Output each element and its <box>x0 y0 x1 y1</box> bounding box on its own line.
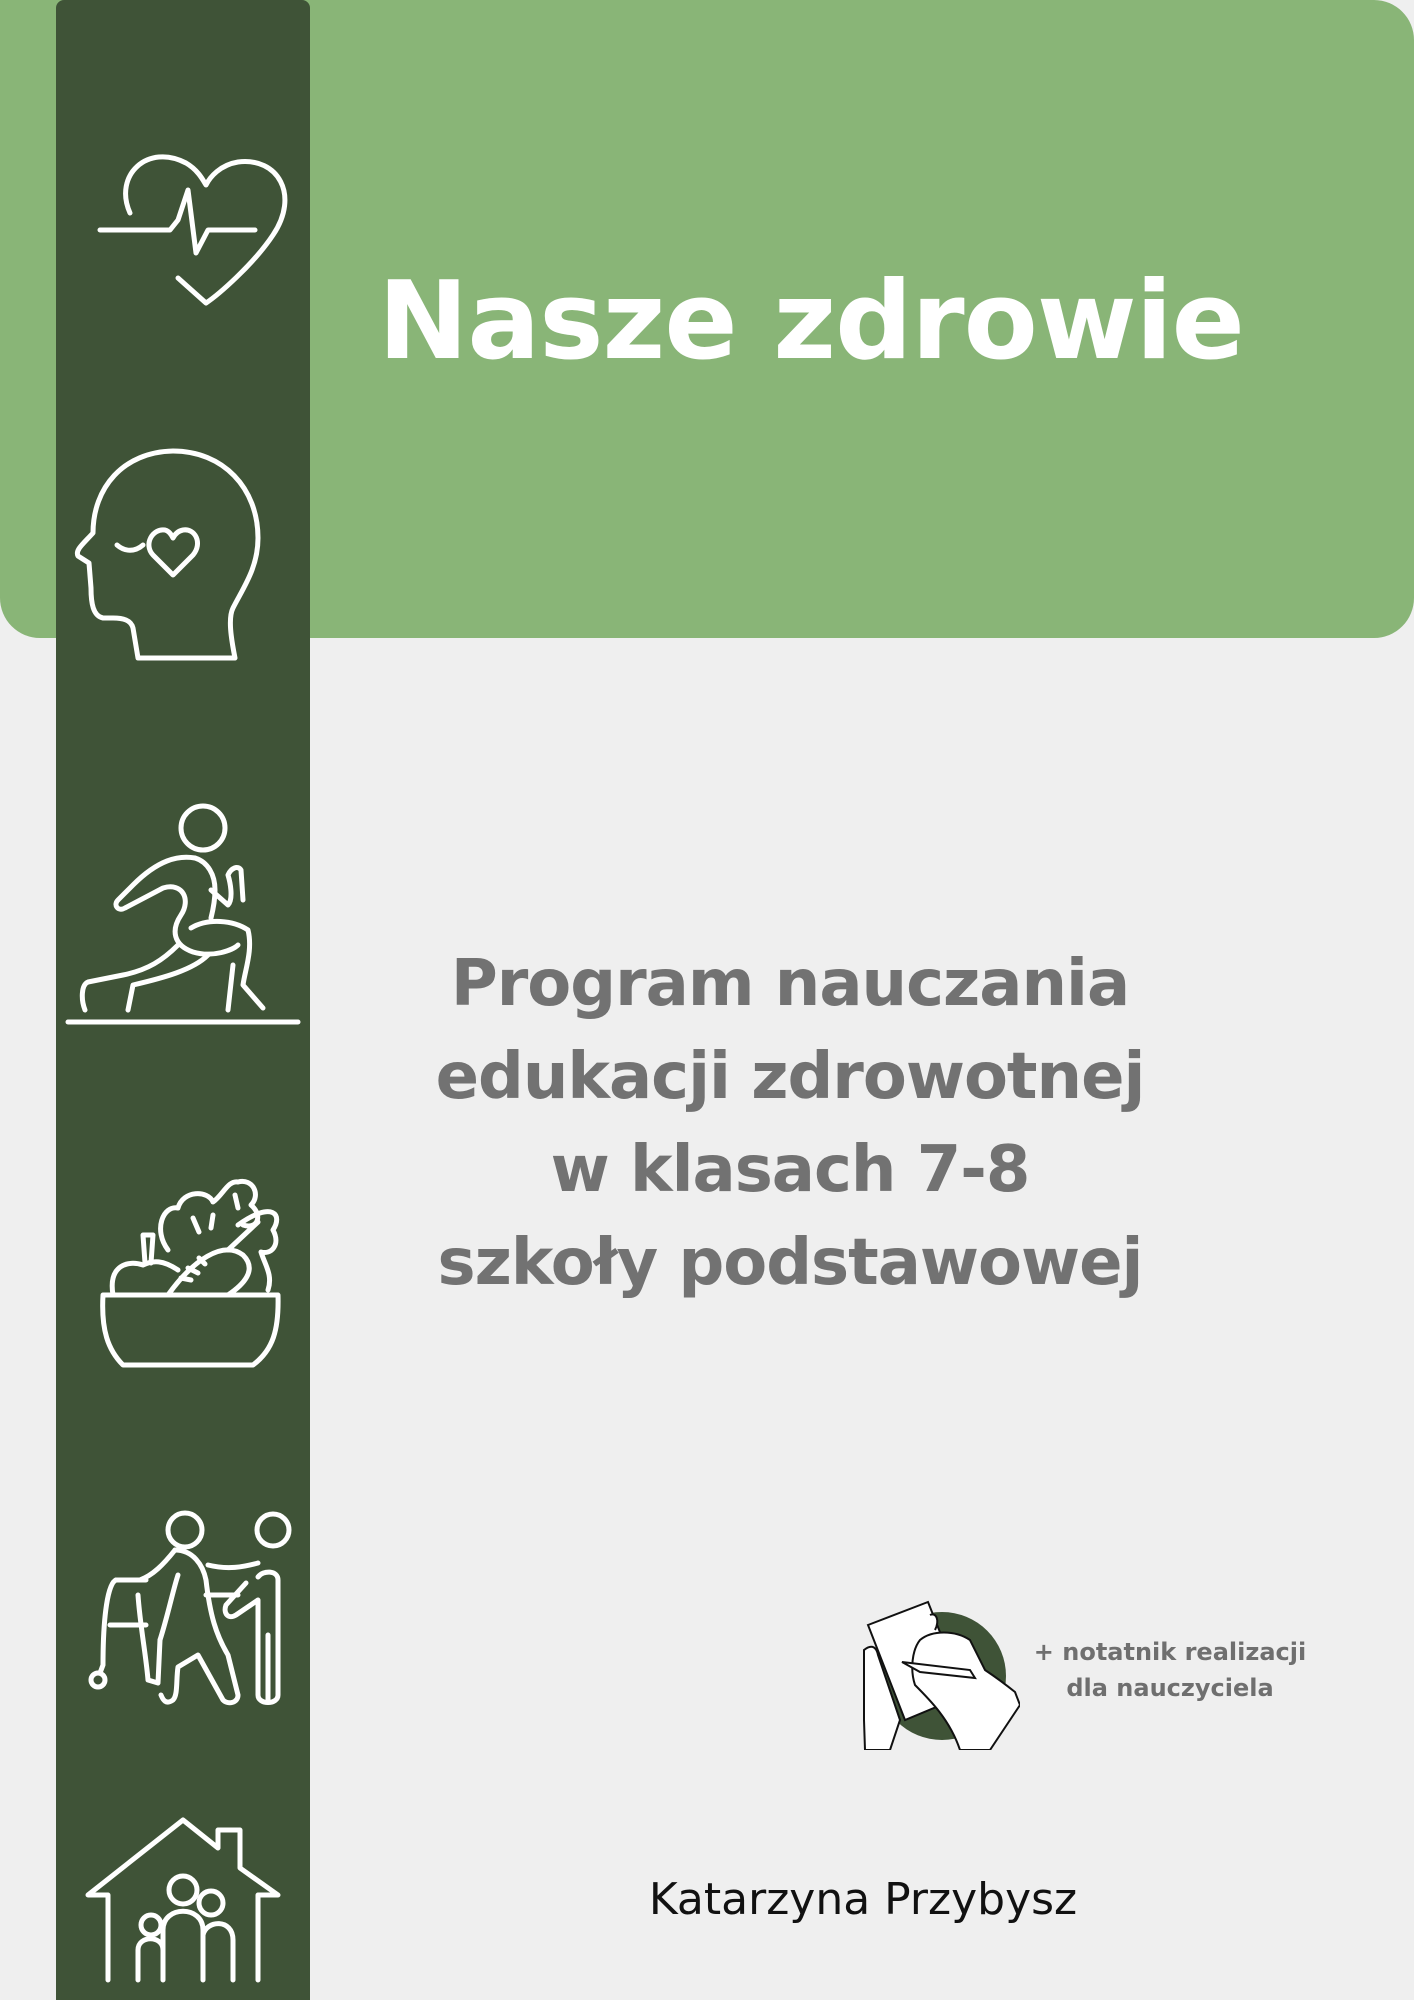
head-heart-icon <box>56 448 310 668</box>
subtitle-line: Program nauczania <box>450 947 1130 1021</box>
cover-title: Nasze zdrowie <box>378 259 1244 384</box>
family-house-icon <box>56 1810 310 2000</box>
subtitle-line: w klasach 7-8 <box>550 1133 1030 1207</box>
supplement-line: + notatnik realizacji <box>1033 1638 1307 1666</box>
cover-subtitle <box>390 938 1190 1310</box>
exercise-lunge-icon <box>56 800 310 1030</box>
supplement-line: dla nauczyciela <box>1066 1674 1274 1702</box>
food-bowl-icon <box>56 1160 310 1380</box>
teacher-notebook-supplement <box>860 1600 1307 1750</box>
caregiver-walker-icon <box>56 1505 310 1720</box>
supplement-text <box>1020 1634 1320 1706</box>
subtitle-line: szkoły podstawowej <box>437 1226 1143 1300</box>
author-name: Katarzyna Przybysz <box>648 1874 1078 1925</box>
subtitle-line: edukacji zdrowotnej <box>435 1040 1145 1114</box>
heart-pulse-icon <box>56 135 310 315</box>
hand-writing-notebook-icon <box>860 1600 1020 1750</box>
